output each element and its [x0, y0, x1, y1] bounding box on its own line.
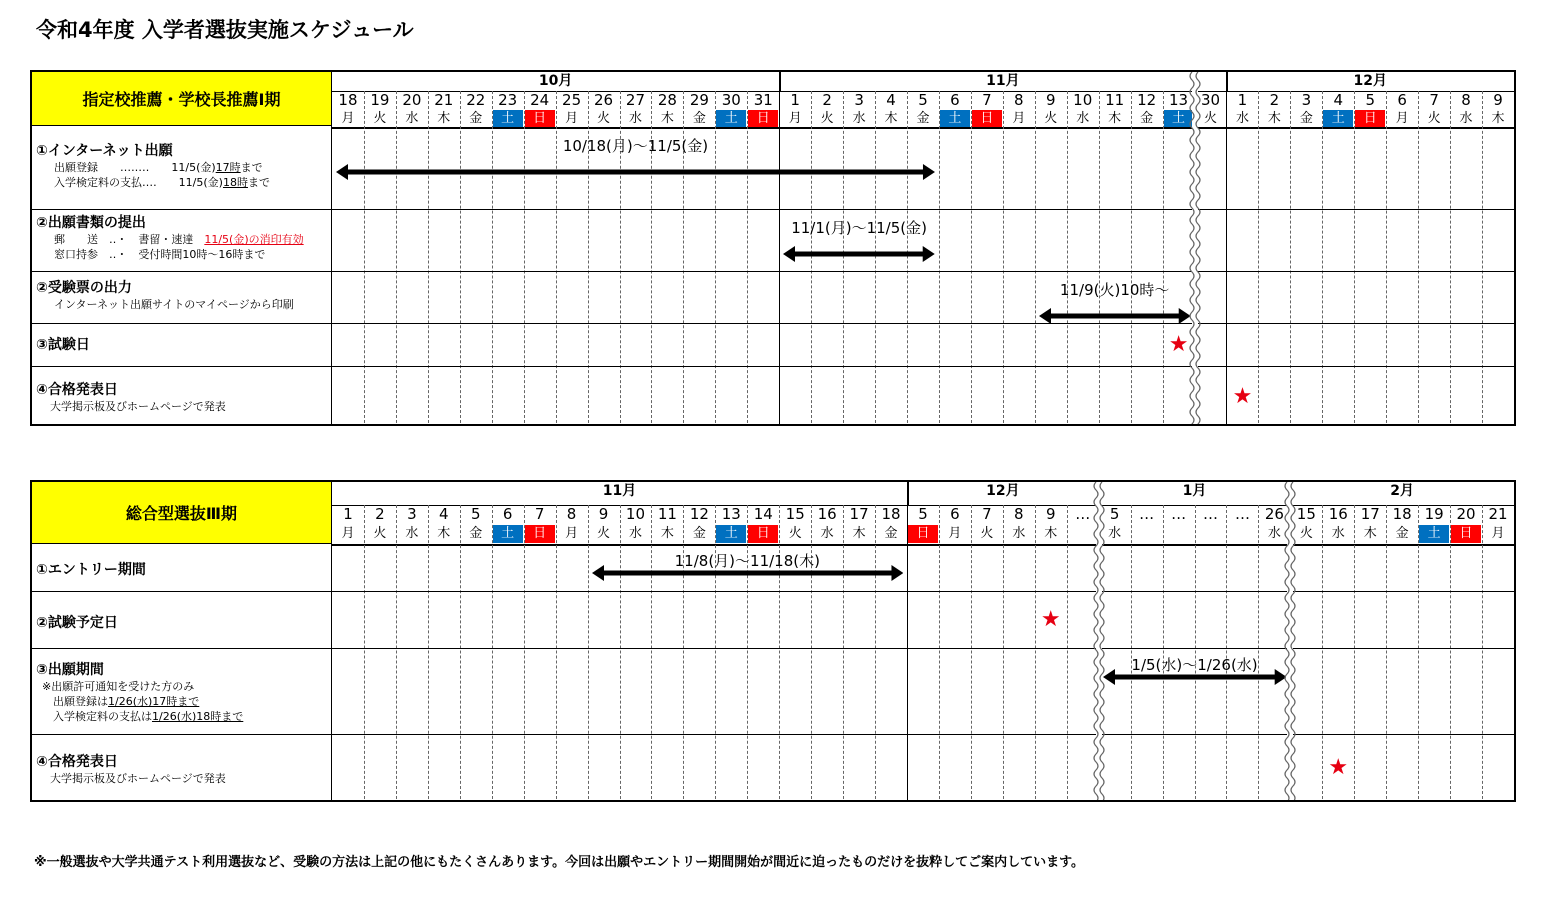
- weekday-label: 木: [1108, 111, 1122, 126]
- weekday-label: 木: [660, 111, 674, 126]
- column-dashed: [1258, 505, 1259, 802]
- weekday-label: 月: [948, 526, 962, 541]
- schedule-header: 総合型選抜Ⅲ期: [32, 482, 331, 544]
- day-label: 1: [343, 505, 353, 523]
- weekday-label: 土: [1323, 110, 1353, 127]
- weekday-label: [1227, 525, 1257, 543]
- column-dashed: [1322, 505, 1323, 802]
- day-label: 2: [822, 91, 832, 109]
- month-label: 11月: [986, 73, 1020, 89]
- weekday-label: [1132, 525, 1162, 543]
- day-label: 5: [1109, 505, 1120, 523]
- weekday-label: 水: [852, 111, 866, 126]
- column-dashed: [939, 505, 940, 802]
- period-label: 10/18(月)～11/5(金): [562, 137, 709, 155]
- day-label: 13: [721, 505, 741, 523]
- weekday-label: 火: [820, 111, 834, 126]
- weekday-label: 金: [1395, 526, 1409, 541]
- column-dashed: [620, 505, 621, 802]
- day-label: 6: [950, 91, 960, 109]
- row-label-exam-date: [32, 612, 331, 632]
- day-label: 18: [1392, 505, 1412, 523]
- column-dashed: [556, 91, 557, 426]
- column-dashed: [1067, 505, 1068, 802]
- day-label: 17: [1360, 505, 1380, 523]
- row-sub: 入学検定料の支払は1/26(水)18時まで: [42, 710, 244, 723]
- page-title: 令和4年度 入学者選抜実施スケジュール: [36, 18, 414, 42]
- weekday-label: 日: [525, 525, 555, 543]
- column-dashed: [1067, 91, 1068, 426]
- row-label-documents: [32, 212, 331, 262]
- weekday-label: 水: [1012, 526, 1026, 541]
- weekday-label: 水: [1076, 111, 1090, 126]
- column-dashed: [1322, 91, 1323, 426]
- star-marker: ★: [1168, 331, 1189, 357]
- row-sub: ※出願許可通知を受けた方のみ: [42, 680, 195, 693]
- weekday-label: 木: [437, 111, 451, 126]
- column-dashed: [1099, 91, 1100, 426]
- column-dashed: [747, 91, 748, 426]
- weekday-label: 水: [628, 111, 642, 126]
- day-label: …: [1139, 505, 1155, 523]
- day-label: 13: [1169, 91, 1189, 109]
- day-label: 6: [502, 505, 513, 523]
- column-dashed: [524, 91, 525, 426]
- weekday-label: 水: [1267, 526, 1281, 541]
- day-label: 9: [1493, 91, 1503, 109]
- break-mark: [1282, 482, 1298, 802]
- weekday-label: 土: [493, 525, 523, 543]
- day-label: …: [1171, 505, 1187, 523]
- weekday-label: 木: [1044, 526, 1058, 541]
- column-dashed: [524, 505, 525, 802]
- day-label: 14: [753, 505, 773, 523]
- day-label: 30: [1200, 91, 1221, 109]
- row-labels: [32, 482, 332, 800]
- period-arrow: [592, 564, 903, 582]
- weekday-label: 水: [820, 526, 834, 541]
- weekday-label: 土: [716, 525, 746, 543]
- row-divider: [32, 323, 1514, 324]
- day-label: …: [1203, 505, 1218, 523]
- column-dashed: [396, 505, 397, 802]
- row-sub: 郵 送 ‥・ 書留・速達 11/5(金)の消印有効: [54, 233, 304, 246]
- day-label: 18: [338, 91, 358, 109]
- column-dashed: [1258, 91, 1259, 426]
- weekday-label: 金: [692, 526, 706, 541]
- day-label: 20: [1456, 505, 1476, 523]
- weekday-label: 水: [1459, 111, 1473, 126]
- day-label: 15: [785, 505, 805, 523]
- period-arrow: [1039, 307, 1191, 325]
- row-divider: [32, 366, 1514, 367]
- weekday-label: 日: [1355, 110, 1385, 127]
- weekday-label: 木: [660, 526, 674, 541]
- weekday-label: 火: [597, 111, 611, 126]
- month-label: 10月: [538, 73, 573, 89]
- row-title: ②受験票の出力: [36, 280, 132, 296]
- day-label: 4: [439, 505, 449, 523]
- day-label: 2: [1269, 91, 1280, 109]
- weekday-label: 火: [1299, 526, 1313, 541]
- weekday-label: 火: [373, 111, 387, 126]
- day-label: 9: [1045, 505, 1056, 523]
- day-label: 24: [530, 91, 550, 109]
- day-label: 31: [753, 91, 773, 109]
- row-divider: [32, 271, 1514, 272]
- column-dashed: [1290, 91, 1291, 426]
- timeline-grid: [332, 482, 1514, 800]
- day-label: 5: [470, 505, 481, 523]
- row-sub: 出願登録は1/26(水)17時まで: [42, 695, 200, 708]
- period-label: 11/8(月)～11/18(木): [674, 552, 820, 570]
- weekday-label: 月: [341, 526, 355, 541]
- day-label: 7: [534, 505, 545, 523]
- day-label: 29: [689, 91, 709, 109]
- column-dashed: [556, 505, 557, 802]
- weekday-label: 日: [972, 110, 1002, 127]
- row-sub: インターネット出願サイトのマイページから印刷: [54, 298, 294, 311]
- period-arrow: [336, 163, 935, 181]
- weekday-label: 木: [852, 526, 866, 541]
- column-solid: [907, 482, 908, 802]
- row-title: ①インターネット出願: [36, 143, 173, 159]
- weekday-label: 金: [1299, 111, 1313, 126]
- column-dashed: [1354, 505, 1355, 802]
- schedule-header: 指定校推薦・学校長推薦Ⅰ期: [32, 72, 331, 126]
- month-label: 12月: [1353, 73, 1387, 89]
- weekday-label: 火: [1427, 111, 1441, 126]
- weekday-label: 火: [980, 526, 994, 541]
- weekday-label: 水: [1331, 526, 1345, 541]
- weekday-label: 火: [597, 526, 611, 541]
- weekday-label: 日: [1451, 525, 1481, 543]
- column-dashed: [715, 91, 716, 426]
- weekday-label: 月: [1491, 526, 1505, 541]
- row-label-entry: [32, 559, 331, 579]
- column-dashed: [875, 505, 876, 802]
- day-label: 30: [721, 91, 741, 109]
- column-dashed: [651, 505, 652, 802]
- column-dashed: [1418, 91, 1419, 426]
- weekday-label: 火: [373, 526, 387, 541]
- day-label: 4: [1333, 91, 1344, 109]
- month-label: 2月: [1390, 483, 1415, 499]
- row-title: ②試験予定日: [36, 615, 118, 631]
- day-label: 28: [657, 91, 677, 109]
- row-labels: [32, 72, 332, 424]
- day-label: 22: [466, 91, 486, 109]
- weekday-label: 金: [692, 111, 706, 126]
- column-dashed: [971, 91, 972, 426]
- column-dashed: [460, 91, 461, 426]
- day-label: 8: [1014, 91, 1024, 109]
- weekday-label: 金: [916, 111, 930, 126]
- day-label: 18: [881, 505, 901, 523]
- weekday-label: 木: [1267, 111, 1281, 126]
- day-label: 26: [1264, 505, 1284, 523]
- weekday-label: 金: [884, 526, 898, 541]
- column-dashed: [460, 505, 461, 802]
- row-divider: [32, 209, 1514, 210]
- weekday-label: 水: [628, 526, 642, 541]
- weekday-label: 水: [405, 111, 419, 126]
- header-bottom: [332, 127, 1514, 129]
- weekday-label: 日: [748, 110, 778, 127]
- day-label: 12: [1137, 91, 1157, 109]
- column-dashed: [1131, 91, 1132, 426]
- month-label: 12月: [986, 483, 1020, 499]
- weekday-label: 日: [908, 525, 938, 543]
- row-label-ticket: [32, 277, 331, 312]
- row-sub: 大学掲示板及びホームページで発表: [50, 400, 226, 413]
- weekday-label: 月: [1012, 111, 1026, 126]
- day-label: 7: [1429, 91, 1439, 109]
- day-label: 2: [375, 505, 385, 523]
- star-marker: ★: [1232, 384, 1253, 409]
- schedule-table-2: [30, 480, 1516, 802]
- column-dashed: [364, 505, 365, 802]
- column-dashed: [1354, 91, 1355, 426]
- day-label: 1: [790, 91, 800, 109]
- column-dashed: [1450, 505, 1451, 802]
- day-label: 5: [918, 91, 928, 109]
- row-title: ①エントリー期間: [36, 562, 146, 578]
- footnote: ※一般選抜や大学共通テスト利用選抜など、受験の方法は上記の他にもたくさんあります。今回は出願やエントリー期間開始が間近に迫ったものだけを抜粋してご案内しています。: [34, 855, 1085, 870]
- day-label: 7: [982, 505, 992, 523]
- day-label: 9: [598, 505, 609, 523]
- day-label: 26: [593, 91, 614, 109]
- weekday-label: 金: [469, 526, 483, 541]
- column-dashed: [1418, 505, 1419, 802]
- break-mark: [1187, 72, 1203, 426]
- weekday-label: 土: [1419, 525, 1449, 543]
- day-label: 5: [1365, 91, 1375, 109]
- row-title: ②出願書類の提出: [36, 215, 146, 231]
- day-label: 23: [498, 91, 518, 109]
- column-dashed: [1386, 505, 1387, 802]
- weekday-label: 金: [1140, 111, 1154, 126]
- day-label: 9: [1045, 91, 1056, 109]
- row-sub: 大学掲示板及びホームページで発表: [50, 772, 226, 785]
- schedule-table-1: [30, 70, 1516, 426]
- column-dashed: [492, 91, 493, 426]
- day-label: 16: [817, 505, 837, 523]
- weekday-label: 月: [1395, 111, 1409, 126]
- weekday-label: 日: [525, 110, 555, 127]
- column-dashed: [364, 91, 365, 426]
- day-label: 5: [918, 505, 928, 523]
- day-label: 12: [689, 505, 709, 523]
- day-label: 3: [854, 91, 864, 109]
- day-label: 4: [886, 91, 896, 109]
- weekday-label: 月: [788, 111, 802, 126]
- period-label: 1/5(水)～1/26(水): [1131, 656, 1258, 674]
- row-title: ③出願期間: [36, 662, 104, 678]
- period-arrow: [1103, 668, 1287, 686]
- day-label: 11: [1105, 91, 1125, 109]
- month-label: 11月: [602, 483, 637, 499]
- day-label: 21: [1488, 505, 1508, 523]
- day-label: 27: [625, 91, 646, 109]
- row-label-result: [32, 379, 331, 414]
- day-label: 3: [1301, 91, 1312, 109]
- row-title: ④合格発表日: [36, 382, 118, 398]
- day-label: 19: [370, 91, 390, 109]
- column-dashed: [843, 505, 844, 802]
- row-title: ③試験日: [36, 337, 90, 353]
- column-dashed: [1035, 91, 1036, 426]
- weekday-label: 水: [1235, 111, 1249, 126]
- weekday-label: 木: [1491, 111, 1505, 126]
- row-label-exam: [32, 334, 331, 354]
- weekday-label: 金: [469, 111, 483, 126]
- weekday-label: 水: [1108, 526, 1122, 541]
- day-label: 25: [562, 91, 582, 109]
- weekday-label: 木: [437, 526, 451, 541]
- day-label: 8: [1461, 91, 1471, 109]
- column-solid: [779, 72, 780, 426]
- weekday-label: 月: [565, 111, 579, 126]
- weekday-label: 火: [788, 526, 802, 541]
- day-label: 3: [407, 505, 417, 523]
- column-dashed: [428, 505, 429, 802]
- column-dashed: [396, 91, 397, 426]
- row-label-application: [32, 659, 331, 724]
- column-dashed: [1450, 91, 1451, 426]
- column-dashed: [1035, 505, 1036, 802]
- column-dashed: [939, 91, 940, 426]
- day-label: …: [1234, 505, 1250, 523]
- period-label: 11/9(火)10時～: [1059, 281, 1170, 299]
- period-label: 11/1(月)～11/5(金): [791, 219, 927, 237]
- weekday-label: 水: [405, 526, 419, 541]
- break-mark: [1091, 482, 1107, 802]
- day-label: 16: [1328, 505, 1348, 523]
- month-label: 1月: [1182, 483, 1207, 499]
- weekday-label: 火: [1203, 111, 1217, 126]
- row-label-result: [32, 751, 331, 786]
- column-dashed: [492, 505, 493, 802]
- weekday-label: 月: [565, 526, 579, 541]
- day-label: 6: [950, 505, 960, 523]
- weekday-label: 火: [1044, 111, 1058, 126]
- day-label: 7: [982, 91, 992, 109]
- column-solid: [1226, 72, 1227, 426]
- weekday-label: 日: [748, 525, 778, 543]
- day-label: 8: [1014, 505, 1024, 523]
- weekday-label: 土: [1164, 110, 1194, 127]
- day-label: 8: [566, 505, 577, 523]
- weekday-label: 木: [884, 111, 898, 126]
- row-sub: 入学検定料の支払‥‥ 11/5(金)18時まで: [54, 176, 270, 189]
- column-dashed: [1482, 91, 1483, 426]
- day-label: 11: [657, 505, 677, 523]
- day-label: 10: [625, 505, 646, 523]
- row-label-internet: [32, 140, 331, 190]
- weekday-label: 月: [341, 111, 355, 126]
- weekday-label: [1196, 525, 1226, 543]
- day-label: 1: [1237, 91, 1248, 109]
- day-label: 19: [1424, 505, 1444, 523]
- day-label: 10: [1073, 91, 1093, 109]
- day-label: 15: [1296, 505, 1316, 523]
- day-label: 17: [849, 505, 869, 523]
- weekday-label: 土: [716, 110, 746, 127]
- day-label: …: [1075, 505, 1091, 523]
- row-sub: 出願登録 ‥‥‥‥ 11/5(金)17時まで: [54, 161, 263, 174]
- timeline-grid: [332, 72, 1514, 424]
- column-dashed: [1386, 91, 1387, 426]
- column-dashed: [588, 505, 589, 802]
- column-dashed: [1482, 505, 1483, 802]
- weekday-label: 土: [940, 110, 970, 127]
- weekday-label: 土: [493, 110, 523, 127]
- column-dashed: [1163, 91, 1164, 426]
- header-bottom: [332, 544, 1514, 546]
- star-marker: ★: [1328, 755, 1349, 780]
- day-label: 6: [1397, 91, 1407, 109]
- star-marker: ★: [1040, 606, 1061, 632]
- row-title: ④合格発表日: [36, 754, 118, 770]
- period-arrow: [783, 245, 935, 263]
- column-dashed: [971, 505, 972, 802]
- column-dashed: [428, 91, 429, 426]
- row-sub: 窓口持参 ‥・ 受付時間10時～16時まで: [54, 248, 266, 261]
- day-label: 21: [434, 91, 454, 109]
- column-dashed: [1003, 91, 1004, 426]
- day-label: 20: [402, 91, 422, 109]
- column-dashed: [1003, 505, 1004, 802]
- weekday-label: [1164, 525, 1194, 543]
- weekday-label: 木: [1363, 526, 1377, 541]
